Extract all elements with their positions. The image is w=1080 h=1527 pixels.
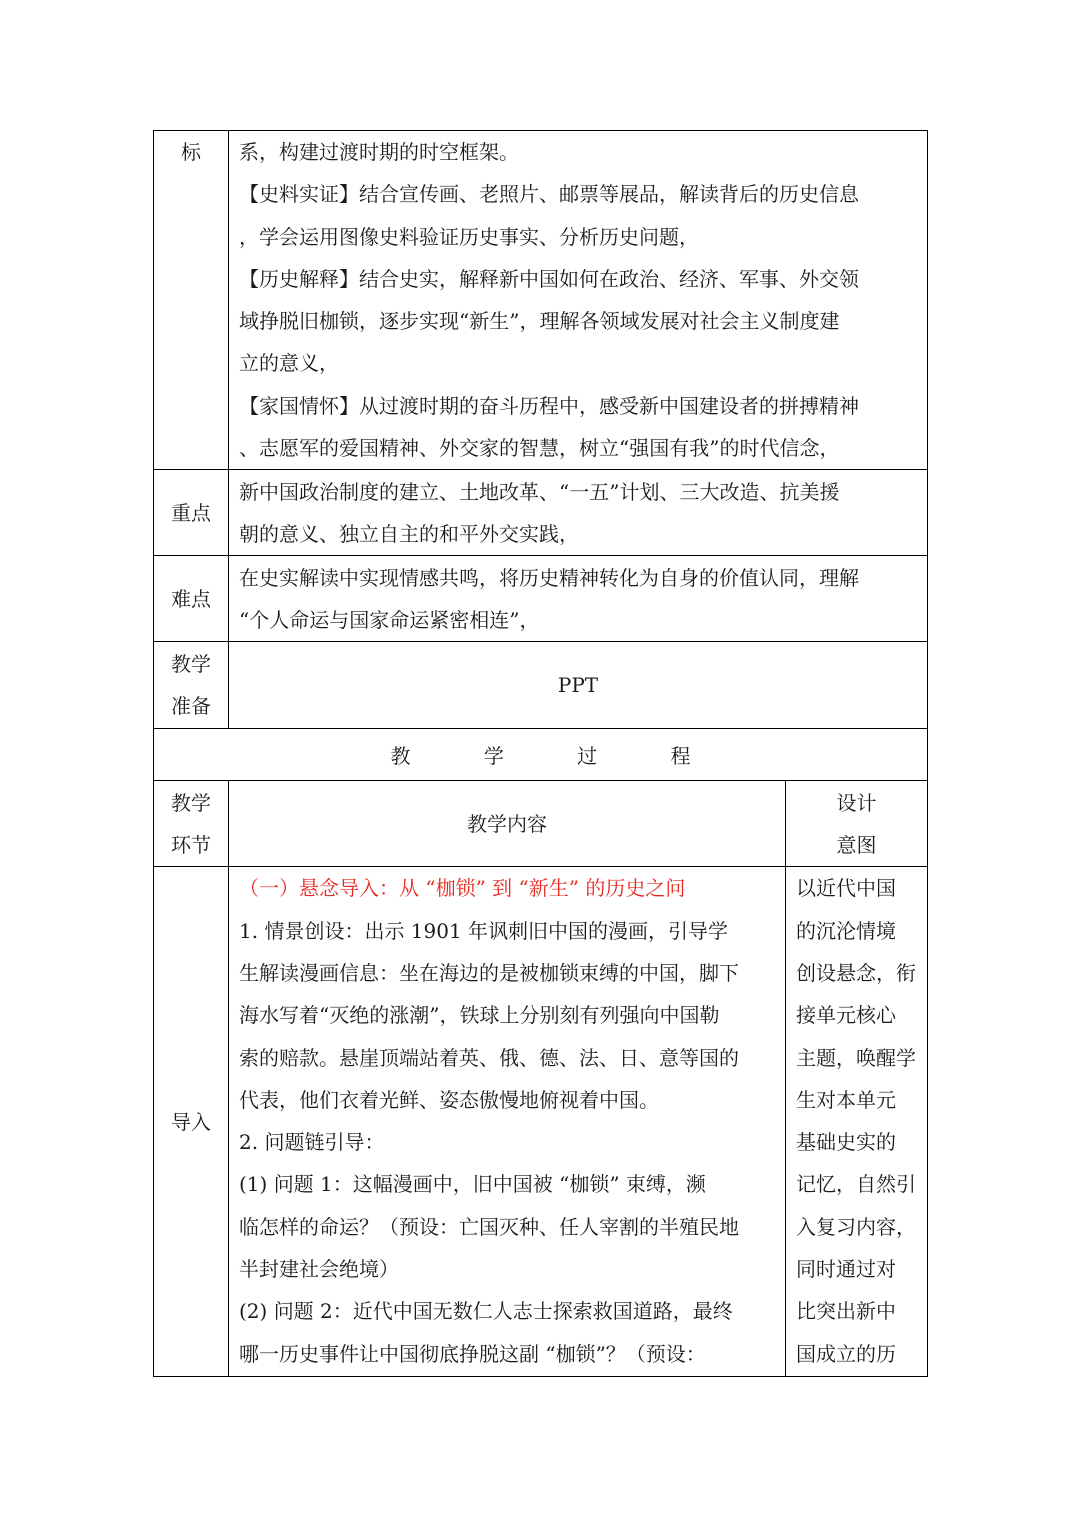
lesson-plan-table [153, 130, 928, 1377]
goals-line: ，学会运用图像史料验证历史事实、分析历史问题， [239, 224, 699, 249]
process-heading-char: 过 [577, 744, 598, 769]
difficulties-row [154, 556, 928, 642]
key-points-row [154, 470, 928, 556]
intro-design [786, 867, 928, 1377]
design-line: 创设悬念，衔 [796, 960, 916, 985]
design-line: 主题，唤醒学 [796, 1045, 916, 1070]
difficulties-content [229, 556, 928, 642]
design-header [786, 781, 928, 867]
design-line: 接单元核心 [796, 1003, 896, 1028]
difficulties-line: “个人命运与国家命运紧密相连”， [239, 607, 540, 632]
process-heading [154, 729, 928, 781]
difficulties-label: 难点 [154, 556, 229, 642]
goals-line: 【史料实证】结合宣传画、老照片、邮票等展品，解读背后的历史信息 [239, 182, 859, 207]
preparation-label-line: 准备 [171, 694, 211, 719]
stage-header-line: 环节 [171, 832, 211, 857]
design-line: 以近代中国 [796, 876, 896, 901]
intro-line: 临怎样的命运？（预设：亡国灭种、任人宰割的半殖民地 [239, 1214, 739, 1239]
process-heading-char: 学 [483, 744, 504, 769]
goals-content [229, 131, 928, 470]
goals-line: 【家国情怀】从过渡时期的奋斗历程中，感受新中国建设者的拼搏精神 [239, 393, 859, 418]
goals-line: 系，构建过渡时期的时空框架。 [239, 140, 519, 164]
intro-line: 1. 情景创设：出示 1901 年讽刺旧中国的漫画，引导学 [239, 918, 729, 943]
intro-section-title: （一）悬念导入：从 “枷锁” 到 “新生” 的历史之问 [239, 876, 686, 901]
difficulties-line: 在史实解读中实现情感共鸣，将历史精神转化为自身的价值认同，理解 [239, 565, 859, 590]
preparation-row [154, 642, 928, 729]
goals-line: 域挣脱旧枷锁，逐步实现“新生”，理解各领域发展对社会主义制度建 [239, 309, 840, 334]
stage-header [154, 781, 229, 867]
preparation-label-line: 教学 [171, 652, 211, 677]
process-header-row [154, 781, 928, 867]
intro-line: 半封建社会绝境） [239, 1257, 399, 1282]
intro-row [154, 867, 928, 1377]
design-line: 基础史实的 [796, 1130, 896, 1155]
intro-line: 生解读漫画信息：坐在海边的是被枷锁束缚的中国，脚下 [239, 960, 739, 985]
goals-line: 、志愿军的爱国精神、外交家的智慧，树立“强国有我”的时代信念， [239, 436, 840, 461]
process-heading-row [154, 729, 928, 781]
preparation-label [154, 642, 229, 729]
preparation-value: PPT [229, 642, 928, 729]
intro-line: (2) 问题 2：近代中国无数仁人志士探索救国道路，最终 [239, 1299, 733, 1324]
design-header-line: 设计 [836, 790, 877, 815]
intro-line: (1) 问题 1：这幅漫画中，旧中国被 “枷锁” 束缚，濒 [239, 1172, 706, 1197]
key-points-label: 重点 [154, 470, 229, 556]
intro-line: 索的赔款。悬崖顶端站着英、俄、德、法、日、意等国的 [239, 1045, 739, 1070]
goals-line: 【历史解释】结合史实，解释新中国如何在政治、经济、军事、外交领 [239, 266, 859, 291]
goals-row [154, 131, 928, 470]
design-line: 比突出新中 [796, 1299, 896, 1324]
intro-line: 海水写着“灭绝的涨潮”，铁球上分别刻有列强向中国勒 [239, 1003, 720, 1028]
intro-stage-label: 导入 [154, 867, 229, 1377]
key-points-line: 朝的意义、独立自主的和平外交实践， [239, 521, 579, 546]
process-heading-char: 教 [390, 744, 411, 769]
design-header-line: 意图 [836, 832, 877, 857]
intro-line: 2. 问题链引导： [239, 1130, 385, 1155]
design-line: 记忆，自然引 [796, 1172, 916, 1197]
intro-line: 哪一历史事件让中国彻底挣脱这副 “枷锁”？（预设： [239, 1341, 706, 1366]
design-line: 的沉沦情境 [796, 918, 896, 943]
design-line: 生对本单元 [796, 1087, 896, 1112]
goals-line: 立的意义， [239, 351, 339, 376]
intro-content [229, 867, 786, 1377]
key-points-line: 新中国政治制度的建立、土地改革、“一五”计划、三大改造、抗美援 [239, 479, 840, 504]
content-header: 教学内容 [229, 781, 786, 867]
design-line: 入复习内容， [796, 1214, 916, 1239]
intro-line: 代表，他们衣着光鲜、姿态傲慢地俯视着中国。 [239, 1087, 659, 1112]
goals-label: 标 [154, 131, 229, 470]
design-line: 国成立的历 [796, 1341, 896, 1366]
process-heading-char: 程 [670, 744, 691, 769]
key-points-content [229, 470, 928, 556]
stage-header-line: 教学 [171, 790, 211, 815]
design-line: 同时通过对 [796, 1257, 896, 1282]
